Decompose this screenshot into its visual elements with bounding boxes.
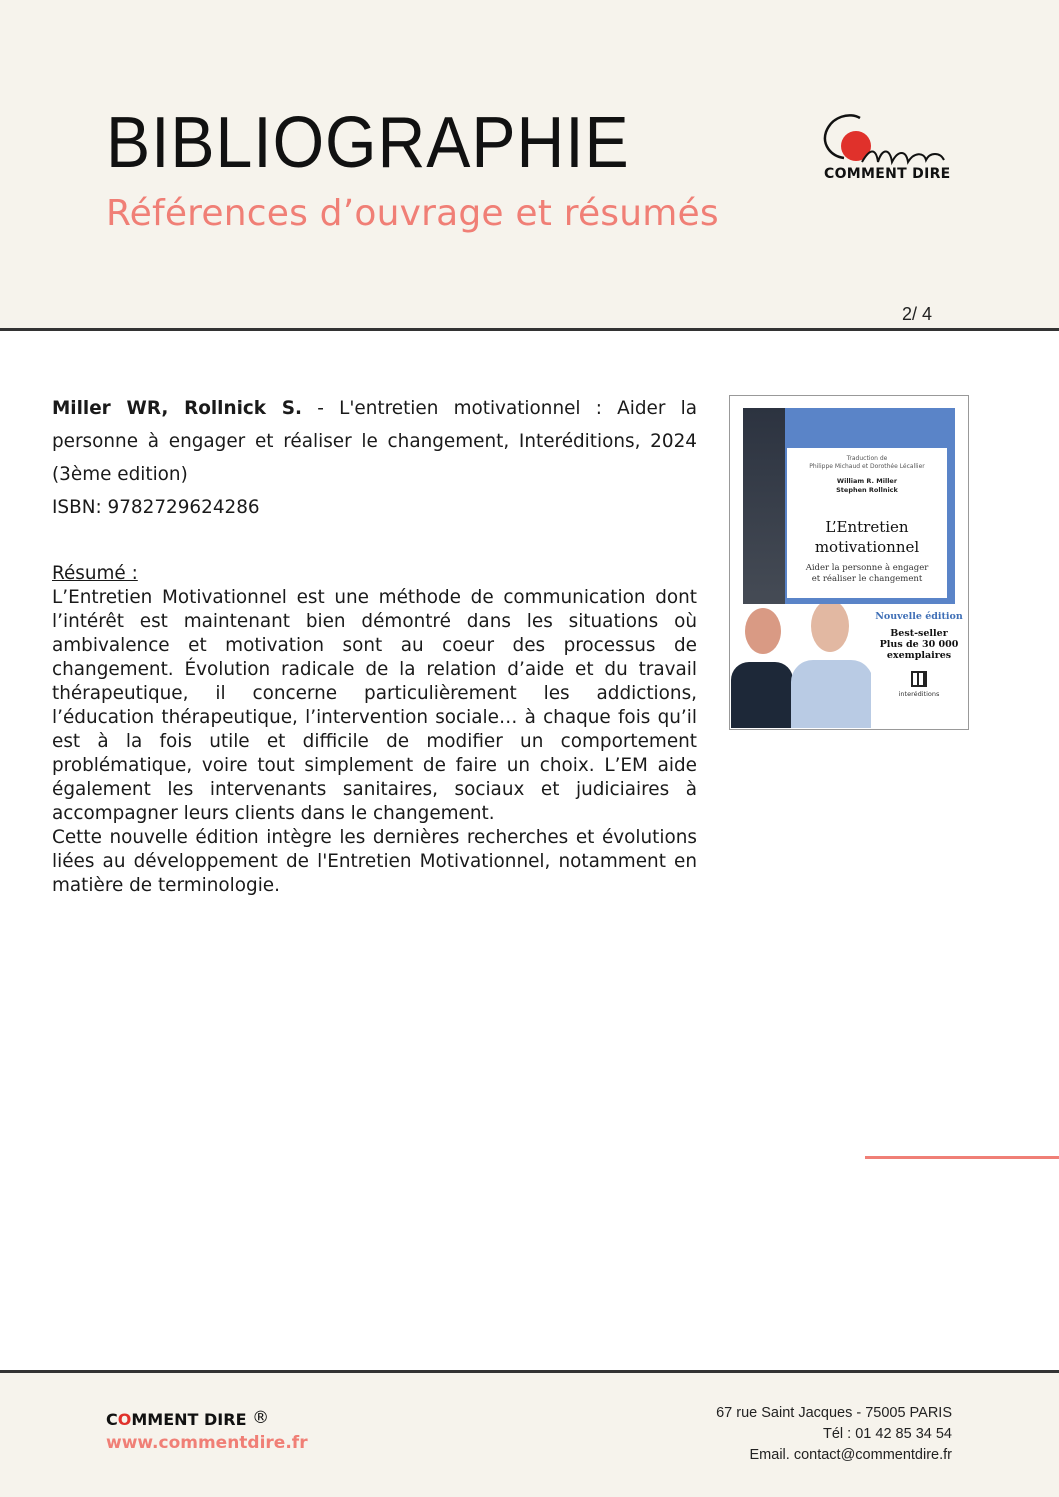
reference-entry [52, 392, 697, 898]
cover-authors [787, 477, 947, 495]
resume-paragraph: Cette nouvelle édition intègre les dernières recherches et évolutions liées au développement de l'Entretien Motivationnel, notamment en matière de terminologie. [52, 827, 697, 896]
registered-mark: ® [252, 1408, 270, 1428]
page-number: 2/ 4 [902, 304, 933, 324]
cover-publisher: interéditions [898, 690, 940, 698]
cover-author: Stephen Rollnick [836, 486, 898, 494]
cover-bestseller [870, 628, 968, 661]
logo-m-script [862, 152, 944, 163]
footer-brand [106, 1410, 269, 1430]
author-photo-figure [791, 660, 871, 728]
cover-subtitle [787, 563, 947, 585]
cover-bestseller-line: Plus de 30 000 [879, 639, 959, 650]
cover-new-edition: Nouvelle édition [875, 611, 963, 622]
author-photo-face [745, 608, 781, 654]
page-title: BIBLIOGRAPHIE [106, 103, 630, 183]
logo-label: COMMENT DIRE [824, 166, 951, 182]
isbn: ISBN: 9782729624286 [52, 497, 260, 518]
cover-translation [787, 455, 947, 471]
accent-divider [865, 1156, 1059, 1159]
cover-translation-line: Philippe Michaud et Dorothée Lécallier [809, 463, 925, 470]
cover-subtitle-line: Aider la personne à engager [805, 563, 929, 573]
cover-dark-stripe [743, 408, 785, 604]
cover-translation-line: Traduction de [846, 455, 888, 462]
footer-website-link[interactable]: www.commentdire.fr [106, 1433, 308, 1453]
citation-details: - L'entretien motivationnel : Aider la personne à engager et réaliser le changement, Interéditions, 2024 (3ème edition) [52, 398, 697, 485]
cover-title-line: motivationnel [814, 538, 920, 556]
cover-badge-area [870, 604, 968, 728]
page-subtitle: Références d’ouvrage et résumés [106, 193, 719, 234]
cover-title-line: L’Entretien [825, 518, 909, 536]
footer-contact [716, 1403, 952, 1466]
publisher-logo-icon [911, 671, 927, 687]
book-cover-image [729, 395, 969, 730]
cover-author-photo [731, 604, 871, 728]
footer-brand-part: C [106, 1410, 118, 1429]
citation [52, 392, 697, 491]
resume-heading: Résumé : [52, 563, 138, 584]
citation-authors: Miller WR, Rollnick S. [52, 398, 303, 419]
cover-bestseller-line: exemplaires [886, 650, 952, 661]
footer-brand-accent: O [117, 1410, 132, 1429]
header-divider [0, 328, 1059, 331]
resume-body [52, 586, 697, 898]
cover-subtitle-line: et réaliser le changement [811, 574, 923, 584]
author-photo-face [811, 604, 849, 652]
footer-address: 67 rue Saint Jacques - 75005 PARIS [716, 1405, 952, 1421]
cover-bestseller-line: Best-seller [890, 628, 948, 639]
cover-title [787, 517, 947, 557]
footer-email[interactable]: Email. contact@commentdire.fr [749, 1447, 952, 1463]
resume-paragraph: L’Entretien Motivationnel est une méthode de communication dont l’intérêt est maintenant bien démontré dans les situations où ambivalence et motivation sont au coeur des processus de changement. Évolution radicale de la relation d’aide et du travail thérapeutique, il concerne particulièrement les addictions, l’éducation thérapeutique, l’intervention sociale… à chaque fois qu’il est à la fois utile et difficile de modifier un comportement problématique, voire tout simplement de faire un choix. L’EM aide également les intervenants sanitaires, sociaux et judiciaires à accompagner leurs clients dans le changement. [52, 587, 697, 824]
author-photo-figure [731, 662, 793, 728]
cover-title-card [787, 448, 947, 598]
footer-brand-part: MMENT DIRE [131, 1410, 247, 1429]
cover-author: William R. Miller [836, 477, 898, 485]
cover-top-panel [743, 408, 955, 604]
footer-phone: Tél : 01 42 85 34 54 [823, 1426, 952, 1442]
